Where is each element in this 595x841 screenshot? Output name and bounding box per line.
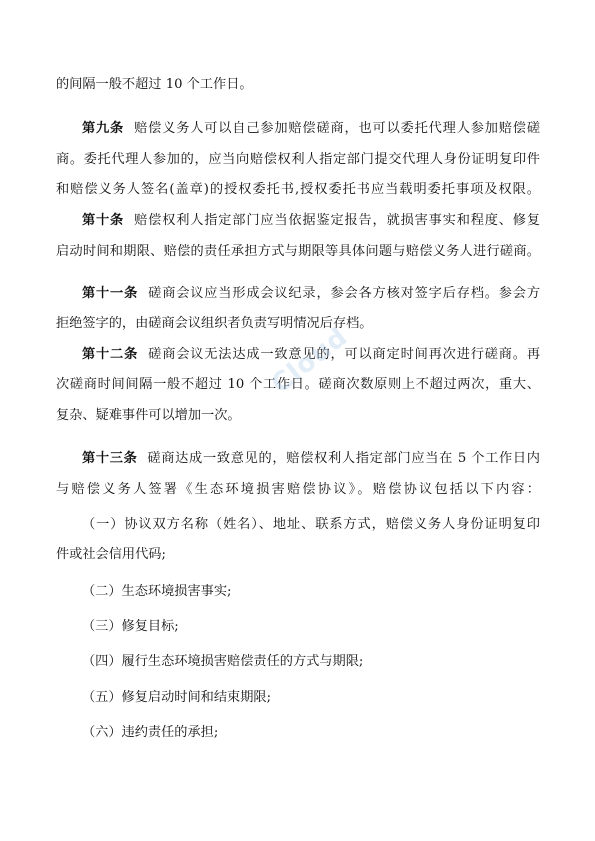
- article-9-line-1: [82, 120, 540, 138]
- item-2: （二）生态环境损害事实;: [82, 584, 232, 599]
- article-12-heading: 第十二条: [82, 347, 139, 362]
- article-9-line-2: 商。委托代理人参加的，应当向赔偿权利人指定部门提交代理人身份证明复印件: [56, 152, 540, 167]
- article-11-text-1: 磋商会议应当形成会议纪录，参会各方核对签字后存档。参会方: [148, 286, 541, 301]
- article-13-text-1: 磋商达成一致意见的，赔偿权利人指定部门应当在 5 个工作日内: [147, 451, 540, 466]
- item-1-line-2: 件或社会信用代码;: [56, 547, 166, 562]
- article-9-heading: 第九条: [82, 121, 125, 136]
- article-10-heading: 第十条: [82, 213, 125, 228]
- article-10-line-2: 启动时间和期限、赔偿的责任承担方式与期限等具体问题与赔偿义务人进行磋商。: [56, 244, 540, 259]
- article-10-line-1: [82, 212, 540, 230]
- item-1-line-1: （一）协议双方名称（姓名）、地址、联系方式，赔偿义务人身份证明复印: [82, 517, 540, 532]
- item-4: （四）履行生态环境损害赔偿责任的方式与期限;: [82, 654, 364, 669]
- watermark-logo: Cloud: [266, 321, 354, 400]
- article-12-line-3: 复杂、疑难事件可以增加一次。: [56, 408, 241, 423]
- item-3: （三）修复目标;: [82, 619, 179, 634]
- article-11-heading: 第十一条: [82, 286, 139, 301]
- article-13-line-1: [82, 450, 540, 468]
- article-8-continuation: 的间隔一般不超过 10 个工作日。: [56, 77, 253, 92]
- article-13-line-2: 与赔偿义务人签署《生态环境损害赔偿协议》。赔偿协议包括以下内容：: [56, 482, 540, 497]
- item-6: （六）违约责任的承担;: [82, 725, 219, 740]
- article-11-line-2: 拒绝签字的，由磋商会议组织者负责写明情况后存档。: [56, 316, 373, 331]
- article-10-text-1: 赔偿权利人指定部门应当依据鉴定报告，就损害事实和程度、修复: [134, 213, 541, 228]
- article-11-line-1: [82, 285, 540, 303]
- article-12-text-1: 磋商会议无法达成一致意见的，可以商定时间再次进行磋商。再: [148, 347, 541, 362]
- article-13-heading: 第十三条: [82, 451, 138, 466]
- article-9-line-3: 和赔偿义务人签名(盖章)的授权委托书,授权委托书应当载明委托事项及权限。: [56, 182, 540, 197]
- article-9-text-1: 赔偿义务人可以自己参加赔偿磋商，也可以委托代理人参加赔偿磋: [134, 121, 541, 136]
- article-12-line-2: 次磋商时间间隔一般不超过 10 个工作日。磋商次数原则上不超过两次，重大、: [56, 377, 540, 392]
- item-5: （五）修复启动时间和结束期限;: [82, 690, 272, 705]
